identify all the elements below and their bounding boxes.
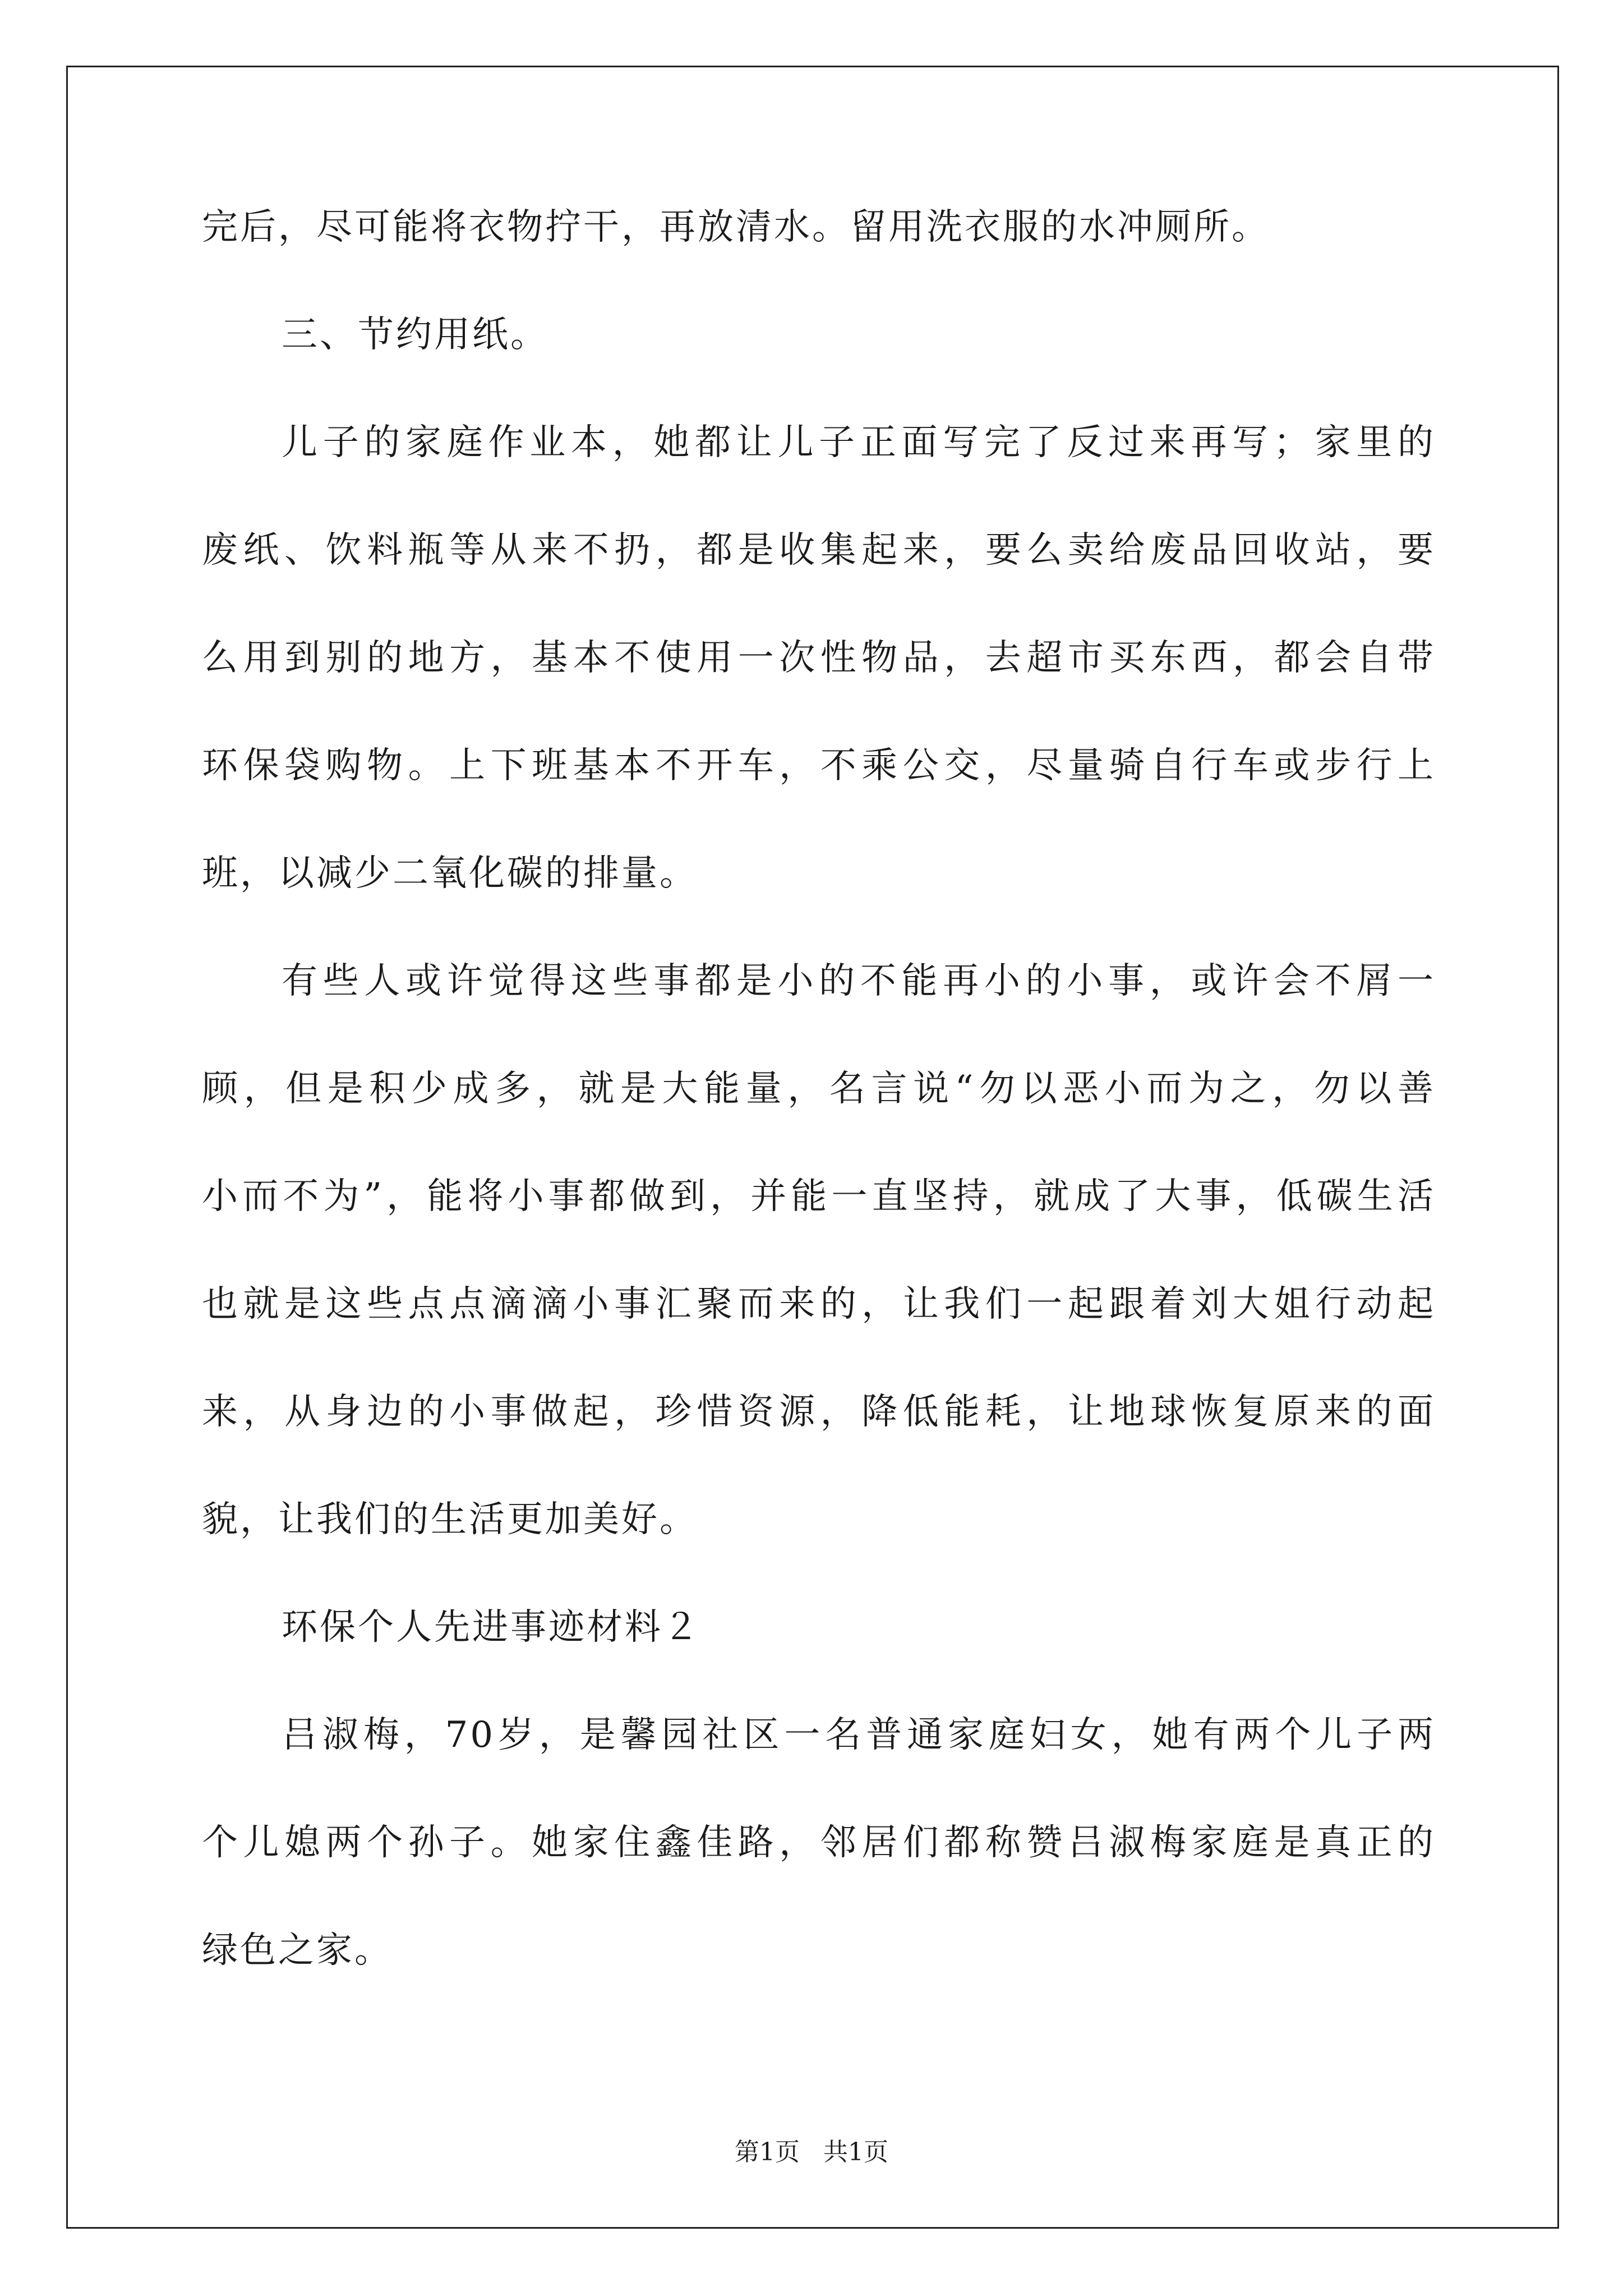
text-line: 么用到别的地方，基本不使用一次性物品，去超市买东西，都会自带 bbox=[202, 637, 1436, 679]
page-border bbox=[66, 66, 1559, 2229]
text-line: 环保袋购物。上下班基本不开车，不乘公交，尽量骑自行车或步行上 bbox=[202, 745, 1436, 786]
text-line: 班，以减少二氧化碳的排量。 bbox=[202, 853, 698, 894]
text-line: 儿子的家庭作业本，她都让儿子正面写完了反过来再写；家里的 bbox=[282, 422, 1436, 463]
text-line: 小而不为”，能将小事都做到，并能一直坚持，就成了大事，低碳生活 bbox=[202, 1176, 1436, 1217]
text-line: 貌，让我们的生活更加美好。 bbox=[202, 1499, 698, 1540]
page-footer bbox=[0, 2132, 1623, 2168]
text-line: 也就是这些点点滴滴小事汇聚而来的，让我们一起跟着刘大姐行动起 bbox=[202, 1283, 1436, 1325]
text-line: 顾，但是积少成多，就是大能量，名言说“勿以恶小而为之，勿以善 bbox=[202, 1068, 1436, 1110]
text-line: 个儿媳两个孙子。她家住鑫佳路，邻居们都称赞吕淑梅家庭是真正的 bbox=[202, 1822, 1436, 1864]
page-number: 第1页 bbox=[735, 2138, 800, 2166]
page-total: 共1页 bbox=[823, 2138, 888, 2166]
section-heading: 三、节约用纸。 bbox=[282, 314, 548, 356]
text-line: 废纸、饮料瓶等从来不扔，都是收集起来，要么卖给废品回收站，要 bbox=[202, 530, 1436, 571]
text-line: 绿色之家。 bbox=[202, 1930, 393, 1971]
text-line: 有些人或许觉得这些事都是小的不能再小的小事，或许会不屑一 bbox=[282, 960, 1436, 1002]
section-title: 环保个人先进事迹材料２ bbox=[282, 1607, 701, 1648]
text-line: 完后，尽可能将衣物拧干，再放清水。留用洗衣服的水冲厕所。 bbox=[202, 206, 1270, 248]
text-line: 吕淑梅，70岁，是馨园社区一名普通家庭妇女，她有两个儿子两 bbox=[282, 1714, 1436, 1756]
text-line: 来，从身边的小事做起，珍惜资源，降低能耗，让地球恢复原来的面 bbox=[202, 1391, 1436, 1433]
